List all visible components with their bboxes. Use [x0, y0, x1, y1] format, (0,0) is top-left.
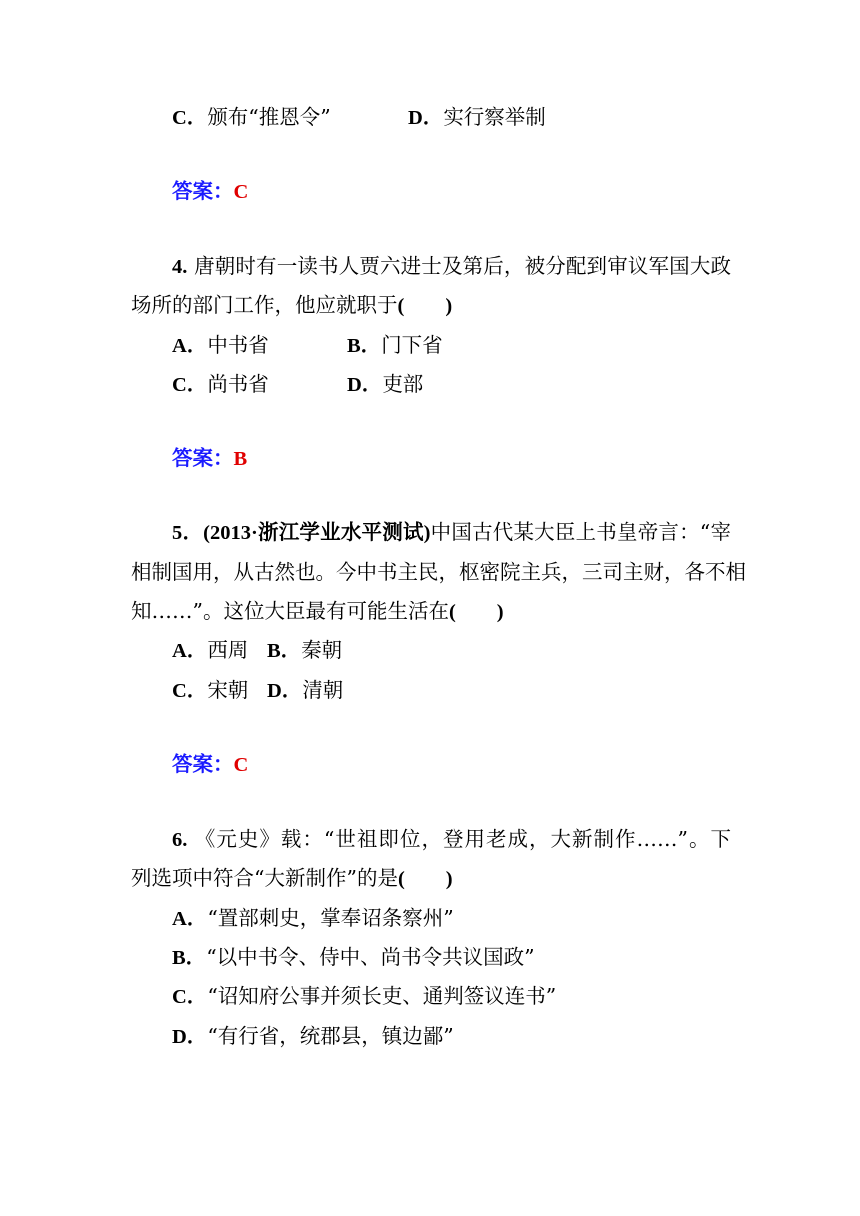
- q5-option-b-letter: B．: [267, 640, 302, 662]
- q5-stem-text-2: 相制国用，从古然也。今中书主民，枢密院主兵，三司主财，各不相: [131, 560, 746, 584]
- answer-value: C: [233, 754, 249, 776]
- q4-option-b-letter: B．: [347, 335, 382, 357]
- q4-option-c-letter: C．: [172, 374, 208, 396]
- q3-option-d-letter: D．: [408, 107, 444, 129]
- q5-number: 5．: [172, 522, 204, 544]
- q5-stem-line-2: [131, 558, 746, 586]
- q3-option-d-text: 实行察举制: [443, 105, 546, 129]
- q6-option-c-text: “诏知府公事并须长吏、通判签议连书”: [207, 984, 557, 1008]
- q4-options-ab: [172, 331, 772, 360]
- q4-number: 4.: [172, 256, 188, 278]
- q6-number: 6.: [172, 829, 188, 851]
- q5-option-d-letter: D．: [267, 680, 303, 702]
- q5-answer: [172, 750, 772, 779]
- q6-stem-text-1: 《元史》载：“世祖即位，登用老成，大新制作……”。下: [194, 827, 731, 851]
- q4-option-a-text: 中书省: [207, 333, 269, 357]
- q3-option-c-letter: C．: [172, 107, 208, 129]
- answer-label: 答案：: [172, 446, 234, 470]
- q4-answer-bracket: ( ): [397, 295, 453, 317]
- q5-options-ab: [172, 636, 772, 665]
- q6-stem-text-2: 列选项中符合“大新制作”的是: [131, 866, 398, 890]
- q4-stem-text-2: 场所的部门工作，他应就职于: [131, 293, 398, 317]
- q4-option-b-text: 门下省: [381, 333, 443, 357]
- q5-option-a-text: 西周: [207, 638, 249, 662]
- q5-answer-bracket: ( ): [448, 601, 504, 623]
- q5-stem-line-3: [131, 597, 731, 626]
- q5-stem-text-3: 知……”。这位大臣最有可能生活在: [131, 599, 449, 623]
- q6-option-d-text: “有行省，统郡县，镇边鄙”: [207, 1024, 454, 1048]
- q5-source: (2013·浙江学业水平测试): [203, 522, 431, 544]
- q4-stem-text-1: 唐朝时有一读书人贾六进士及第后，被分配到审议军国大政: [194, 254, 731, 278]
- q6-option-b-letter: B．: [172, 947, 207, 969]
- q4-answer: [172, 444, 772, 473]
- q5-stem-text-1: 中国古代某大臣上书皇帝言：“宰: [430, 520, 731, 544]
- q6-option-c-letter: C．: [172, 986, 208, 1008]
- q4-option-d-text: 吏部: [382, 372, 424, 396]
- q5-option-a-letter: A．: [172, 640, 208, 662]
- q4-stem-line-1: [172, 252, 731, 281]
- q6-answer-bracket: ( ): [397, 868, 453, 890]
- q3-answer: [172, 177, 772, 206]
- q6-option-a: [172, 904, 772, 933]
- q5-option-d-text: 清朝: [302, 678, 344, 702]
- q4-option-c-text: 尚书省: [207, 372, 269, 396]
- q5-option-b-text: 秦朝: [301, 638, 343, 662]
- q5-options-cd: [172, 676, 772, 705]
- answer-label: 答案：: [172, 179, 234, 203]
- q3-options-cd: [172, 103, 772, 132]
- q6-stem-line-2: [131, 864, 731, 893]
- q6-option-b-text: “以中书令、侍中、尚书令共议国政”: [206, 945, 535, 969]
- q4-option-a-letter: A．: [172, 335, 208, 357]
- q5-stem-line-1: [172, 518, 731, 547]
- q6-option-d: [172, 1022, 772, 1051]
- q6-option-b: [172, 943, 772, 972]
- q4-options-cd: [172, 370, 772, 399]
- q6-option-d-letter: D．: [172, 1026, 208, 1048]
- q6-option-a-letter: A．: [172, 908, 208, 930]
- q4-stem-line-2: [131, 291, 731, 320]
- answer-value: B: [233, 448, 248, 470]
- q6-option-c: [172, 982, 772, 1011]
- answer-value: C: [233, 181, 249, 203]
- q5-option-c-text: 宋朝: [207, 678, 249, 702]
- q5-option-c-letter: C．: [172, 680, 208, 702]
- q6-stem-line-1: [172, 825, 731, 854]
- q6-option-a-text: “置部刺史，掌奉诏条察州”: [207, 906, 454, 930]
- q3-option-c-text: 颁布“推恩令”: [207, 105, 331, 129]
- q4-option-d-letter: D．: [347, 374, 383, 396]
- answer-label: 答案：: [172, 752, 234, 776]
